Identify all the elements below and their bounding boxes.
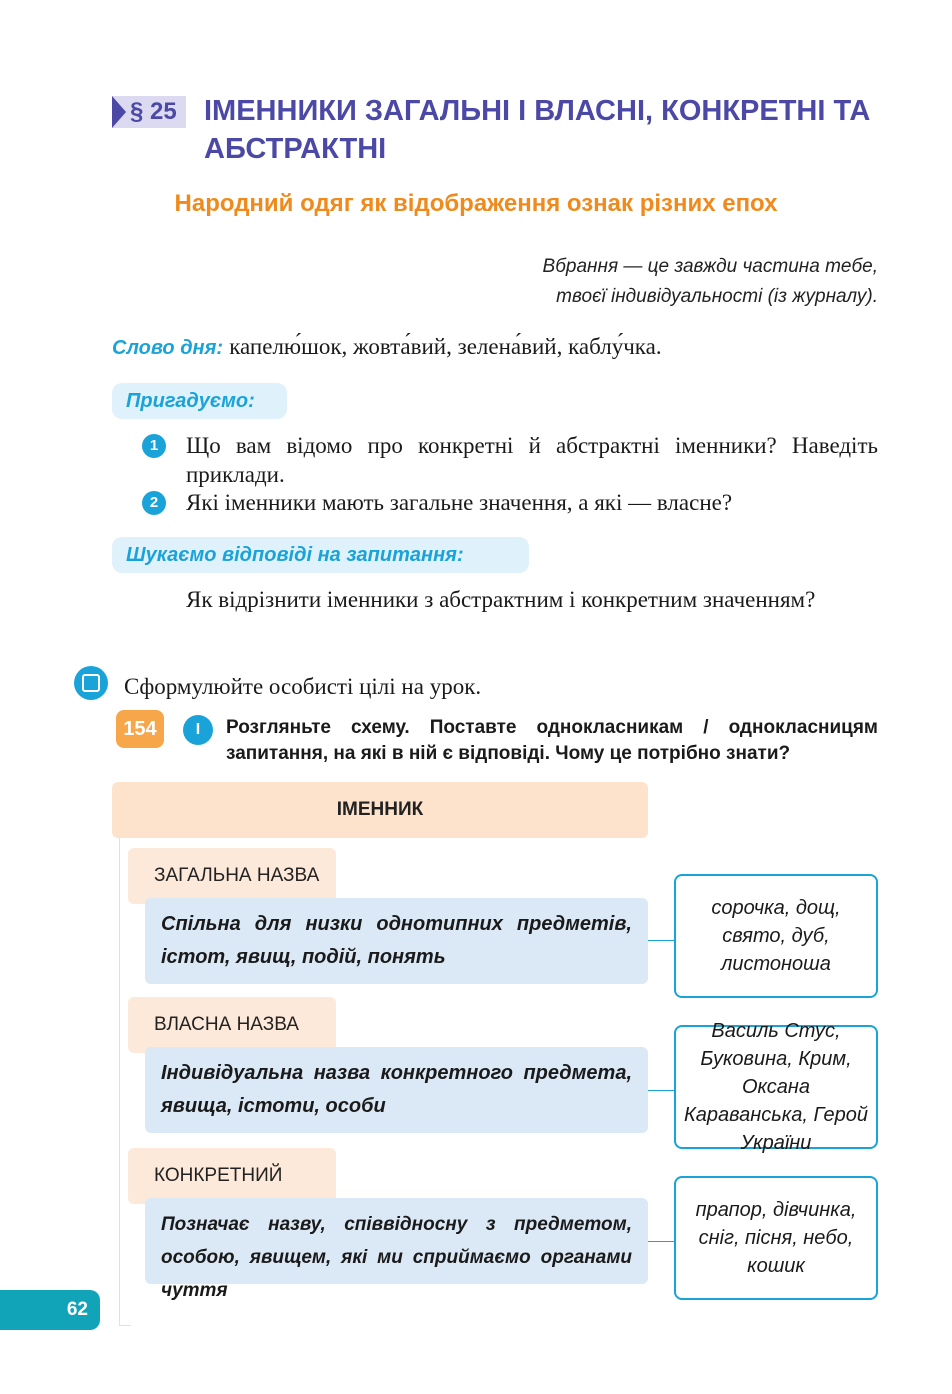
question-text: Що вам відомо про конкретні й абстрактні іменники? Наведіть приклади.: [186, 433, 878, 487]
search-label: Шукаємо відповіді на запитання:: [112, 537, 529, 573]
task-text: Розгляньте схему. Поставте однокласникам / однокласницям запитання, на які в ній є відповіді. Чому це потрібно знати?: [226, 717, 878, 764]
list-item: [142, 488, 882, 518]
scheme-tab: ВЛАСНА НАЗВА: [128, 997, 336, 1053]
puzzle-head-icon: [74, 666, 108, 700]
scheme-tab: ЗАГАЛЬНА НАЗВА: [128, 848, 336, 904]
epigraph: [543, 252, 878, 312]
list-item: [142, 431, 882, 491]
scheme-tab: КОНКРЕТНИЙ: [128, 1148, 336, 1204]
search-question: Як відрізнити іменники з абстрактним і конкретним значенням?: [186, 587, 816, 612]
goal-text: Сформулюйте особисті цілі на урок.: [124, 674, 482, 699]
section-number: § 25: [130, 98, 177, 125]
word-of-day-label: Слово дня:: [112, 337, 224, 359]
word-of-day: [112, 334, 662, 360]
section-badge: [112, 96, 186, 128]
task-level-badge: І: [183, 715, 213, 745]
scheme-divider: [119, 1325, 131, 1326]
scheme-examples: прапор, дівчинка, сніг, пісня, небо, кошик: [674, 1176, 878, 1300]
page-title: ІМЕННИКИ ЗАГАЛЬНІ І ВЛАСНІ, КОНКРЕТНІ ТА АБСТРАКТНІ: [204, 95, 871, 165]
epigraph-line: Вбрання — це завжди частина тебе,: [542, 256, 878, 277]
scheme-examples: Василь Стус, Буковина, Крим, Оксана Караванська, Герой України: [674, 1025, 878, 1149]
epigraph-line: твоєї індивідуальності (із журналу).: [556, 286, 878, 307]
scheme-definition: Індивідуальна назва конкретного предмета, явища, істоти, особи: [145, 1047, 648, 1133]
scheme-connector: [648, 1241, 674, 1242]
scheme-connector: [648, 940, 674, 941]
lesson-subtitle: Народний одяг як відображення ознак різних епох: [174, 190, 778, 217]
number-badge: 2: [142, 491, 166, 515]
scheme-divider: [119, 838, 120, 1326]
chevron-icon: [112, 96, 126, 128]
word-of-day-words: капелю́шок, жовта́вий, зелена́вий, каблу́чка.: [229, 334, 662, 359]
scheme-definition: Спільна для низки однотипних предметів, істот, явищ, подій, понять: [145, 898, 648, 984]
task-number-badge: 154: [116, 710, 164, 748]
scheme-connector: [648, 1090, 674, 1091]
scheme-definition: Позначає назву, співвідносну з предметом, особою, явищем, які ми сприймаємо органами чуття: [145, 1198, 648, 1284]
number-badge: 1: [142, 434, 166, 458]
scheme-examples: сорочка, дощ, свято, дуб, листоноша: [674, 874, 878, 998]
scheme-header: ІМЕННИК: [112, 782, 648, 838]
question-text: Які іменники мають загальне значення, а які — власне?: [186, 490, 733, 515]
recall-label: Пригадуємо:: [112, 383, 287, 419]
page-number: 62: [0, 1290, 100, 1330]
